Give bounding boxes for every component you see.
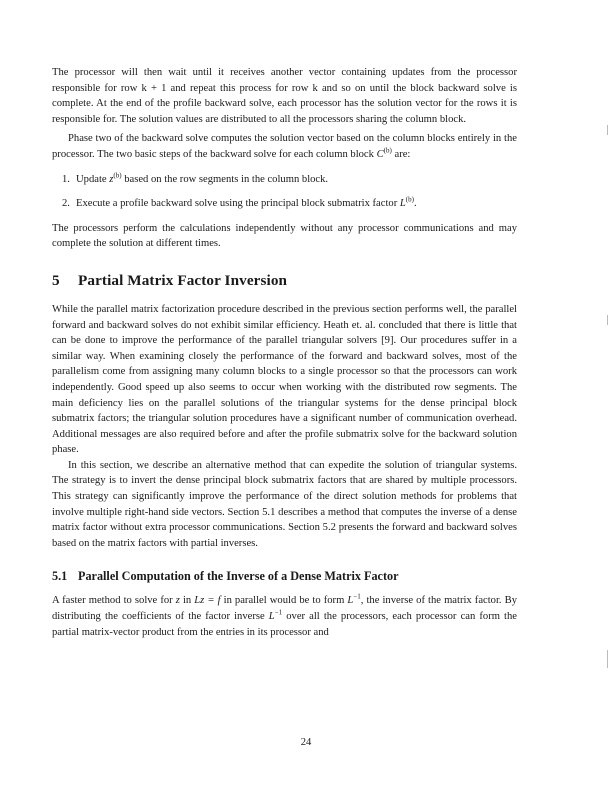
paragraph-subsection51 [52, 593, 517, 640]
text: in parallel would be to form [220, 595, 348, 607]
list-item [52, 172, 517, 188]
section-heading [52, 272, 517, 290]
scan-artifact [607, 650, 608, 668]
subsection-heading [52, 569, 517, 584]
text: Execute a profile backward solve using the principal block submatrix factor [76, 198, 400, 210]
text: over all the processors, each processor can form the partial matrix-vector product from the entries in its processor and [52, 611, 518, 638]
paragraph-section5-strategy: In this section, we describe an alternative method that can expedite the solution of triangular systems. The strategy is to invert the dense principal block submatrix factors that are shared by multiple processors. This strategy can significantly improve the performance of the direct solution methods for problems that involve multiple right-hand side vectors. Section 5.1 describes a method that computes the inverse of a dense matrix factor without extra processor communications. Section 5.2 presents the forward and backward solves based on the matrix factors with partial inverses. [52, 459, 517, 549]
text: Update [76, 173, 110, 185]
paragraph-independent-calculations: The processors perform the calculations independently without any processor communications and may complete the solution at different times. [52, 222, 517, 250]
text: in [179, 595, 195, 607]
text: based on the row segments in the column block. [121, 173, 329, 185]
subsection-title: Parallel Computation of the Inverse of a Dense Matrix Factor [78, 569, 399, 584]
math-variable: L [347, 595, 354, 607]
list-number: 1. [62, 173, 70, 185]
list-number: 2. [62, 198, 70, 210]
section-title: Partial Matrix Factor Inversion [78, 271, 288, 289]
math-column-block: C [376, 148, 384, 160]
paragraph-backward-solve-phase-two [52, 131, 517, 162]
scan-artifact [607, 125, 608, 135]
math-superscript: −1 [353, 592, 361, 601]
text: , the inverse of the matrix factor. By distributing the coefficients of the factor inverse [52, 595, 517, 623]
subsection-number: 5.1 [52, 569, 68, 584]
scan-artifact [607, 315, 608, 325]
paragraph-backward-solve-phase-one: The processor will then wait until it receives another vector containing updates from the processor responsible for row k + 1 and repeat this process for row k and so on until the block backward solve is complete. At the end of the profile backward solve, each processor has the solution vector for the rows it is responsible for. The solution values are distributed to all the processors sharing the column block. [52, 67, 517, 125]
math-variable: L [268, 611, 275, 623]
text: A faster method to solve for [52, 595, 176, 607]
math-superscript: (b) [383, 146, 392, 155]
paragraph-section5-intro: While the parallel matrix factorization procedure described in the previous section performs well, the parallel forward and backward solves do not exhibit similar efficiency. Heath et. al. concluded that there is little that can be done to improve the performance of the parallel triangular solvers [9]. Our procedures suffer in a similar way. When examining closely the performance of the forward and backward solves, most of the parallelism come from assigning many column blocks to a single processor so that the processors can work independently. Good speed up also seems to occur when working with the distributed row segments. The main deficiency lies on the parallel solutions of the triangular systems for the dense principal block submatrix factors; the triangular solution procedures have a significant number of communication overhead. Additional messages are also required before and after the profile submatrix solve for the backward solution phase. [52, 303, 517, 456]
section-number: 5 [52, 271, 60, 289]
steps-list [52, 172, 517, 212]
math-variable: L [399, 198, 406, 210]
math-variable: z [109, 173, 114, 185]
page-body [52, 65, 517, 640]
list-item [52, 196, 517, 212]
text: . [413, 198, 417, 210]
math-superscript: (b) [405, 195, 414, 204]
math-superscript: −1 [274, 608, 283, 617]
math-equation: Lz = f [194, 595, 221, 607]
text: Phase two of the backward solve computes the solution vector based on the column blocks entirely in the processor. The two basic steps of the backward solve for each column block [52, 133, 517, 160]
text: are: [391, 148, 411, 160]
math-variable: z [175, 595, 180, 607]
page-number: 24 [300, 737, 312, 748]
math-superscript: (b) [113, 171, 122, 180]
